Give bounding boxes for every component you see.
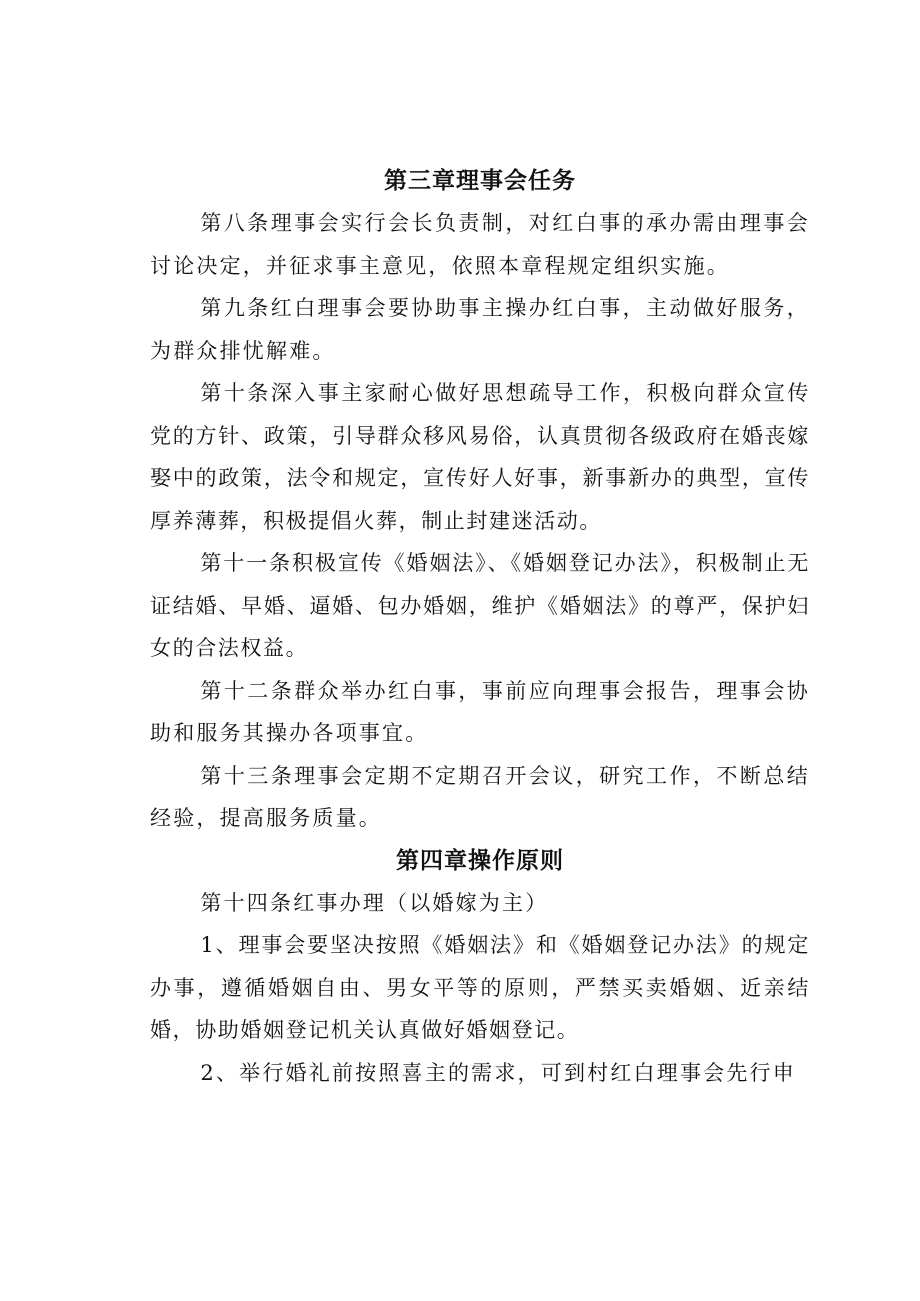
article-12: 第十二条群众举办红白事，事前应向理事会报告，理事会协助和服务其操办各项事宜。: [150, 678, 810, 745]
article-14-item-1: 1、理事会要坚决按照《婚姻法》和《婚姻登记办法》的规定办事，遵循婚姻自由、男女平等的原则，严禁买卖婚姻、近亲结婚，协助婚姻登记机关认真做好婚姻登记。: [150, 933, 810, 1042]
article-10: 第十条深入事主家耐心做好思想疏导工作，积极向群众宣传党的方针、政策，引导群众移风易俗，认真贯彻各级政府在婚丧嫁娶中的政策，法令和规定，宣传好人好事，新事新办的典型，宣传厚养薄葬，积极提倡火葬，制止封建迷活动。: [150, 381, 810, 533]
document-body: [150, 160, 810, 1094]
article-9: 第九条红白理事会要协助事主操办红白事，主动做好服务，为群众排忧解难。: [150, 296, 810, 363]
article-14: 第十四条红事办理（以婚嫁为主）: [200, 890, 549, 915]
article-8: 第八条理事会实行会长负责制，对红白事的承办需由理事会讨论决定，并征求事主意见，依照本章程规定组织实施。: [150, 211, 810, 278]
article-14-item-2: 2、举行婚礼前按照喜主的需求，可到村红白理事会先行申: [200, 1060, 796, 1085]
chapter-3-heading: 第三章理事会任务: [384, 168, 576, 194]
article-11: 第十一条积极宣传《婚姻法》、《婚姻登记办法》，积极制止无证结婚、早婚、逼婚、包办婚姻，维护《婚姻法》的尊严，保护妇女的合法权益。: [150, 551, 810, 660]
article-13: 第十三条理事会定期不定期召开会议，研究工作，不断总结经验，提高服务质量。: [150, 763, 810, 830]
chapter-4-heading: 第四章操作原则: [396, 847, 564, 874]
